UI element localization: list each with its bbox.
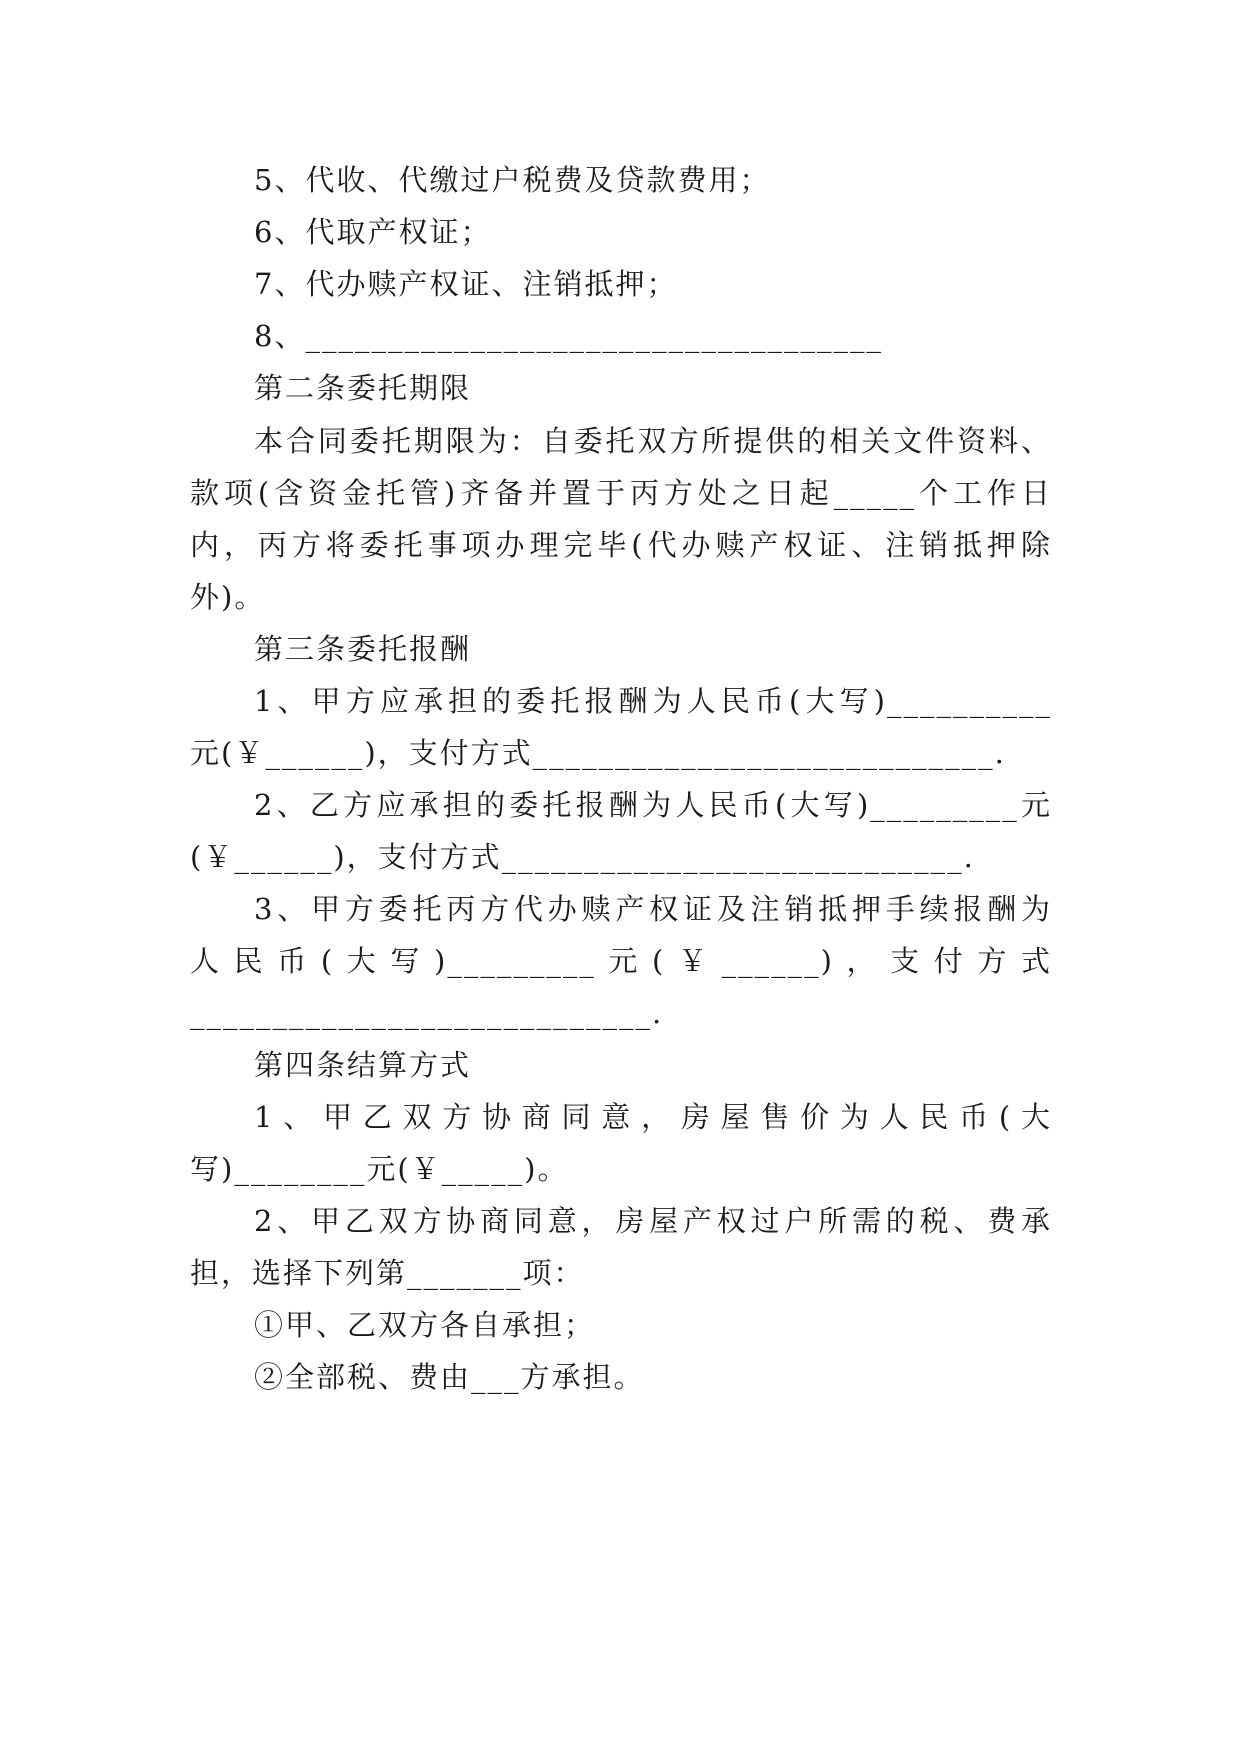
item-8-blank: 8、___________________________________	[254, 319, 883, 353]
item-7: 7、代办赎产权证、注销抵押；	[254, 267, 678, 301]
paragraph-line: 1、甲方应承担的委托报酬为人民币(大写)__________	[254, 684, 1052, 718]
paragraph-line: 担，选择下列第_______项：	[190, 1256, 585, 1290]
paragraph-line: 2、甲乙双方协商同意，房屋产权过户所需的税、费承	[254, 1204, 1052, 1238]
paragraph-line: 元(￥______)，支付方式____________________________.	[190, 736, 1006, 770]
paragraph-line: 人民币(大写)_________元(￥______)，支付方式	[190, 944, 1052, 978]
paragraph-line: 3、甲方委托丙方代办赎产权证及注销抵押手续报酬为	[254, 892, 1052, 926]
paragraph-line: 写)________元(￥_____)。	[190, 1152, 569, 1186]
paragraph-line: 内，丙方将委托事项办理完毕(代办赎产权证、注销抵押除	[190, 528, 1052, 562]
paragraph-line: 外)。	[190, 580, 266, 614]
section-heading-article-2: 第二条委托期限	[254, 371, 472, 405]
option-1: ①甲、乙双方各自承担；	[254, 1308, 596, 1342]
section-heading-article-4: 第四条结算方式	[254, 1048, 472, 1082]
item-6: 6、代取产权证；	[254, 215, 492, 249]
section-heading-article-3: 第三条委托报酬	[254, 632, 472, 666]
paragraph-line: ____________________________.	[190, 996, 664, 1030]
paragraph-line: 2、乙方应承担的委托报酬为人民币(大写)_________元	[254, 788, 1052, 822]
paragraph-line: 本合同委托期限为：自委托双方所提供的相关文件资料、	[254, 424, 1052, 458]
paragraph-line: (￥______)，支付方式____________________________.	[190, 840, 975, 874]
paragraph-line: 1、甲乙双方协商同意，房屋售价为人民币(大	[254, 1100, 1052, 1134]
paragraph-line: 款项(含资金托管)齐备并置于丙方处之日起_____个工作日	[190, 476, 1052, 510]
item-5: 5、代收、代缴过户税费及贷款费用；	[254, 163, 771, 197]
option-2: ②全部税、费由___方承担。	[254, 1360, 645, 1394]
